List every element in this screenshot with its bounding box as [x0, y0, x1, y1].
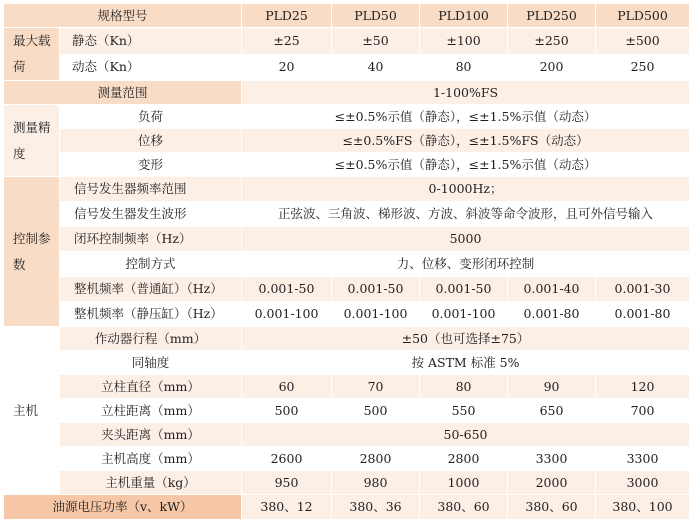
table-cell: ≤±0.5%示值（静态），≤±1.5%示值（动态） — [242, 153, 690, 177]
table-header-row — [4, 4, 690, 28]
table-cell: 0.001-30 — [596, 277, 690, 302]
table-row — [4, 277, 690, 302]
table-cell: 2600 — [242, 447, 332, 471]
row-label: 信号发生器发生波形 — [60, 202, 242, 227]
table-cell: 0.001-100 — [420, 302, 508, 327]
table-cell: 0.001-40 — [508, 277, 596, 302]
table-row — [4, 495, 690, 520]
table-cell: 70 — [332, 375, 420, 399]
table-cell: 950 — [242, 471, 332, 495]
row-label: 控制方式 — [60, 252, 242, 277]
group-max-load: 最大载荷 — [4, 28, 60, 81]
model-header: PLD25 — [242, 4, 332, 28]
table-cell: 5000 — [242, 227, 690, 252]
table-cell: 0.001-50 — [332, 277, 420, 302]
table-cell: 3000 — [596, 471, 690, 495]
group-control: 控制参数 — [4, 177, 60, 327]
model-header: PLD500 — [596, 4, 690, 28]
table-row — [4, 375, 690, 399]
table-row — [4, 54, 690, 81]
table-row — [4, 153, 690, 177]
table-cell: 500 — [242, 399, 332, 423]
table-cell: 0.001-80 — [596, 302, 690, 327]
table-cell: ±50 — [332, 28, 420, 55]
table-cell: 2800 — [420, 447, 508, 471]
table-cell: ±100 — [420, 28, 508, 55]
table-cell: 0.001-100 — [332, 302, 420, 327]
row-label: 动态（Kn） — [60, 54, 242, 81]
row-label: 负荷 — [60, 105, 242, 129]
row-label: 闭环控制频率（Hz） — [60, 227, 242, 252]
table-row — [4, 202, 690, 227]
table-cell: 380、12 — [242, 495, 332, 520]
row-label: 信号发生器频率范围 — [60, 177, 242, 202]
table-cell: 0.001-100 — [242, 302, 332, 327]
table-cell: 500 — [332, 399, 420, 423]
row-label: 立柱直径（mm） — [60, 375, 242, 399]
table-cell: 0.001-50 — [242, 277, 332, 302]
table-row — [4, 399, 690, 423]
row-label: 变形 — [60, 153, 242, 177]
row-label: 整机频率（普通缸）（Hz） — [60, 277, 242, 302]
table-cell: 250 — [596, 54, 690, 81]
table-row — [4, 177, 690, 202]
table-cell: 0.001-80 — [508, 302, 596, 327]
table-row — [4, 105, 690, 129]
table-cell: 200 — [508, 54, 596, 81]
row-label: 测量范围 — [4, 81, 242, 105]
table-cell: 1000 — [420, 471, 508, 495]
model-header: PLD50 — [332, 4, 420, 28]
table-row — [4, 302, 690, 327]
row-label: 整机频率（静压缸）（Hz） — [60, 302, 242, 327]
table-cell: 按 ASTM 标准 5% — [242, 351, 690, 375]
table-cell: 380、60 — [508, 495, 596, 520]
table-cell: 380、100 — [596, 495, 690, 520]
table-cell: 700 — [596, 399, 690, 423]
table-row — [4, 252, 690, 277]
table-cell: 3300 — [508, 447, 596, 471]
row-label: 夹头距离（mm） — [60, 423, 242, 447]
table-cell: 650 — [508, 399, 596, 423]
row-label: 立柱距离（mm） — [60, 399, 242, 423]
table-cell: 40 — [332, 54, 420, 81]
table-row — [4, 81, 690, 105]
model-header: PLD250 — [508, 4, 596, 28]
table-cell: 80 — [420, 54, 508, 81]
table-row — [4, 129, 690, 153]
table-cell: ≤±0.5%FS（静态），≤±1.5%FS（动态） — [242, 129, 690, 153]
table-cell: 120 — [596, 375, 690, 399]
row-label: 主机重量（kg） — [60, 471, 242, 495]
table-cell: 2000 — [508, 471, 596, 495]
table-row — [4, 423, 690, 447]
table-row — [4, 447, 690, 471]
table-cell: 20 — [242, 54, 332, 81]
spec-label: 规格型号 — [4, 4, 242, 28]
table-cell: ±500 — [596, 28, 690, 55]
table-cell: 80 — [420, 375, 508, 399]
spec-table — [3, 3, 690, 520]
table-row — [4, 28, 690, 55]
table-cell: 0-1000Hz； — [242, 177, 690, 202]
table-cell: 1-100%FS — [242, 81, 690, 105]
table-cell: 380、36 — [332, 495, 420, 520]
table-cell: ≤±0.5%示值（静态），≤±1.5%示值（动态） — [242, 105, 690, 129]
table-row — [4, 471, 690, 495]
table-row — [4, 351, 690, 375]
row-label: 静态（Kn） — [60, 28, 242, 55]
row-label: 主机高度（mm） — [60, 447, 242, 471]
group-main: 主机 — [4, 327, 60, 495]
group-accuracy: 测量精度 — [4, 105, 60, 177]
table-row — [4, 327, 690, 351]
table-cell: 380、60 — [420, 495, 508, 520]
table-cell: 60 — [242, 375, 332, 399]
model-header: PLD100 — [420, 4, 508, 28]
row-label: 位移 — [60, 129, 242, 153]
table-cell: ±50（也可选择±75） — [242, 327, 690, 351]
table-cell: 50-650 — [242, 423, 690, 447]
row-label: 油源电压功率（v、kW） — [4, 495, 242, 520]
table-cell: 550 — [420, 399, 508, 423]
row-label: 作动器行程（mm） — [60, 327, 242, 351]
table-cell: 90 — [508, 375, 596, 399]
table-cell: 力、位移、变形闭环控制 — [242, 252, 690, 277]
table-cell: 3300 — [596, 447, 690, 471]
table-cell: ±250 — [508, 28, 596, 55]
table-row — [4, 227, 690, 252]
row-label: 同轴度 — [60, 351, 242, 375]
table-cell: 980 — [332, 471, 420, 495]
table-cell: 正弦波、三角波、梯形波、方波、斜波等命令波形，且可外信号输入 — [242, 202, 690, 227]
table-cell: 2800 — [332, 447, 420, 471]
table-cell: ±25 — [242, 28, 332, 55]
table-cell: 0.001-50 — [420, 277, 508, 302]
